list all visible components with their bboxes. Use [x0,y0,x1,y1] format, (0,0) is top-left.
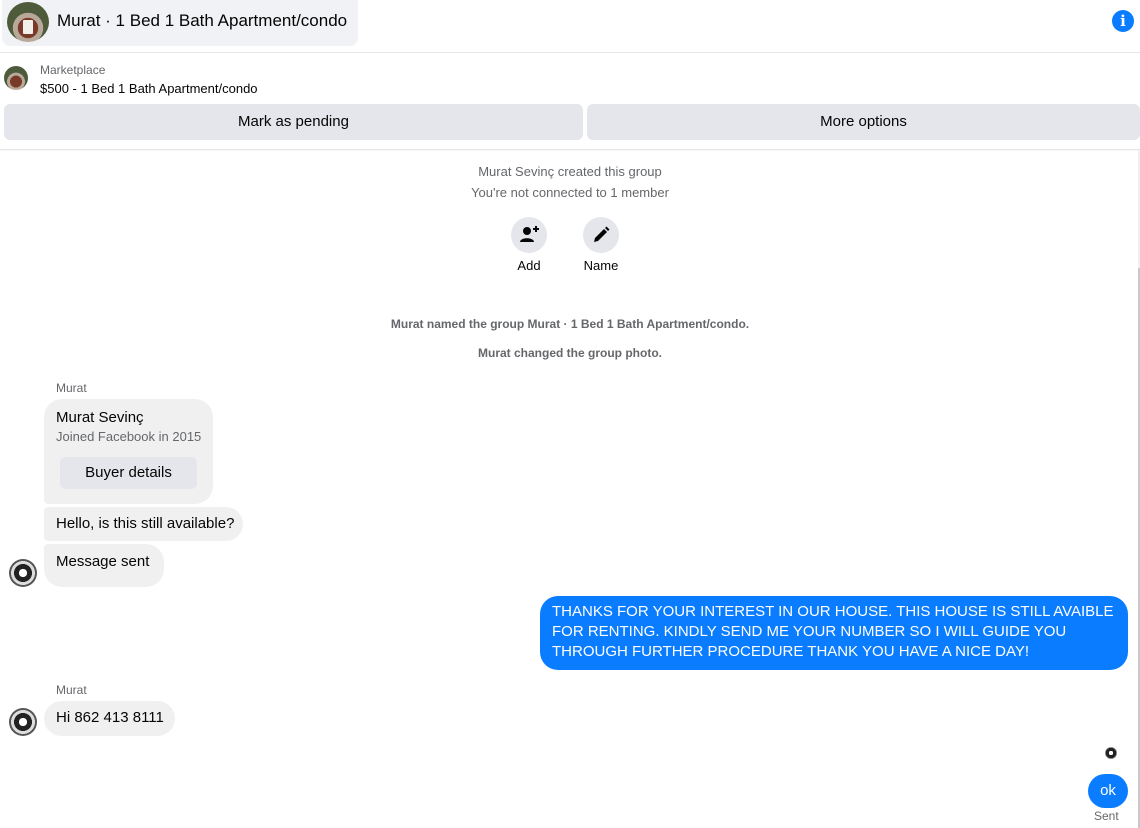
outgoing-message-bubble[interactable] [1088,774,1128,808]
group-photo-changed-notice: Murat changed the group photo. [478,346,662,360]
group-created-text: Murat Sevinç created this group [478,164,662,179]
message-status: Sent [1094,809,1119,823]
pencil-icon [591,225,611,245]
listing-price-title[interactable]: $500 - 1 Bed 1 Bath Apartment/condo [40,81,258,96]
name-label: Name [583,258,619,273]
sender-name: Murat [56,683,87,697]
add-label: Add [517,258,541,273]
conversation-title[interactable]: Murat · 1 Bed 1 Bath Apartment/condo [57,11,348,30]
name-group-button[interactable] [583,217,619,253]
add-person-icon [519,225,539,245]
message-text: Hello, is this still available? [56,515,235,532]
profile-name[interactable]: Murat Sevinç [56,409,144,426]
message-bubble[interactable] [44,507,243,541]
sender-avatar[interactable] [9,708,37,736]
outgoing-message-text: ok [1100,782,1116,799]
mark-as-pending-button[interactable]: Mark as pending [4,104,583,140]
info-icon[interactable]: i [1112,10,1134,32]
profile-card-bubble [44,399,213,504]
group-photo-avatar[interactable] [7,2,49,42]
add-member-button[interactable] [511,217,547,253]
sender-avatar[interactable] [9,559,37,587]
read-receipt-avatar [1105,747,1117,759]
header-shadow [0,149,1140,151]
buyer-details-button[interactable]: Buyer details [60,457,197,489]
message-text: Hi 862 413 8111 [56,709,164,726]
header-divider [0,52,1140,53]
listing-thumbnail[interactable] [4,66,28,90]
more-options-button[interactable]: More options [587,104,1140,140]
message-text: Message sent [56,553,150,570]
message-bubble[interactable] [44,544,164,587]
outgoing-message-text: THANKS FOR YOUR INTEREST IN OUR HOUSE. THIS HOUSE IS STILL AVAIBLE FOR RENTING. KINDLY SEND ME YOUR NUMBER SO I WILL GUIDE YOU THROUGH FURTHER PROCEDURE THANK YOU HAVE A NICE DAY! [552,603,1114,660]
sender-name: Murat [56,381,87,395]
profile-joined-text: Joined Facebook in 2015 [56,429,202,444]
not-connected-text: You're not connected to 1 member [471,185,669,200]
message-bubble[interactable] [44,701,175,736]
outgoing-message-bubble[interactable] [540,596,1128,670]
marketplace-label: Marketplace [40,63,106,77]
group-renamed-notice: Murat named the group Murat · 1 Bed 1 Bath Apartment/condo. [390,317,750,331]
